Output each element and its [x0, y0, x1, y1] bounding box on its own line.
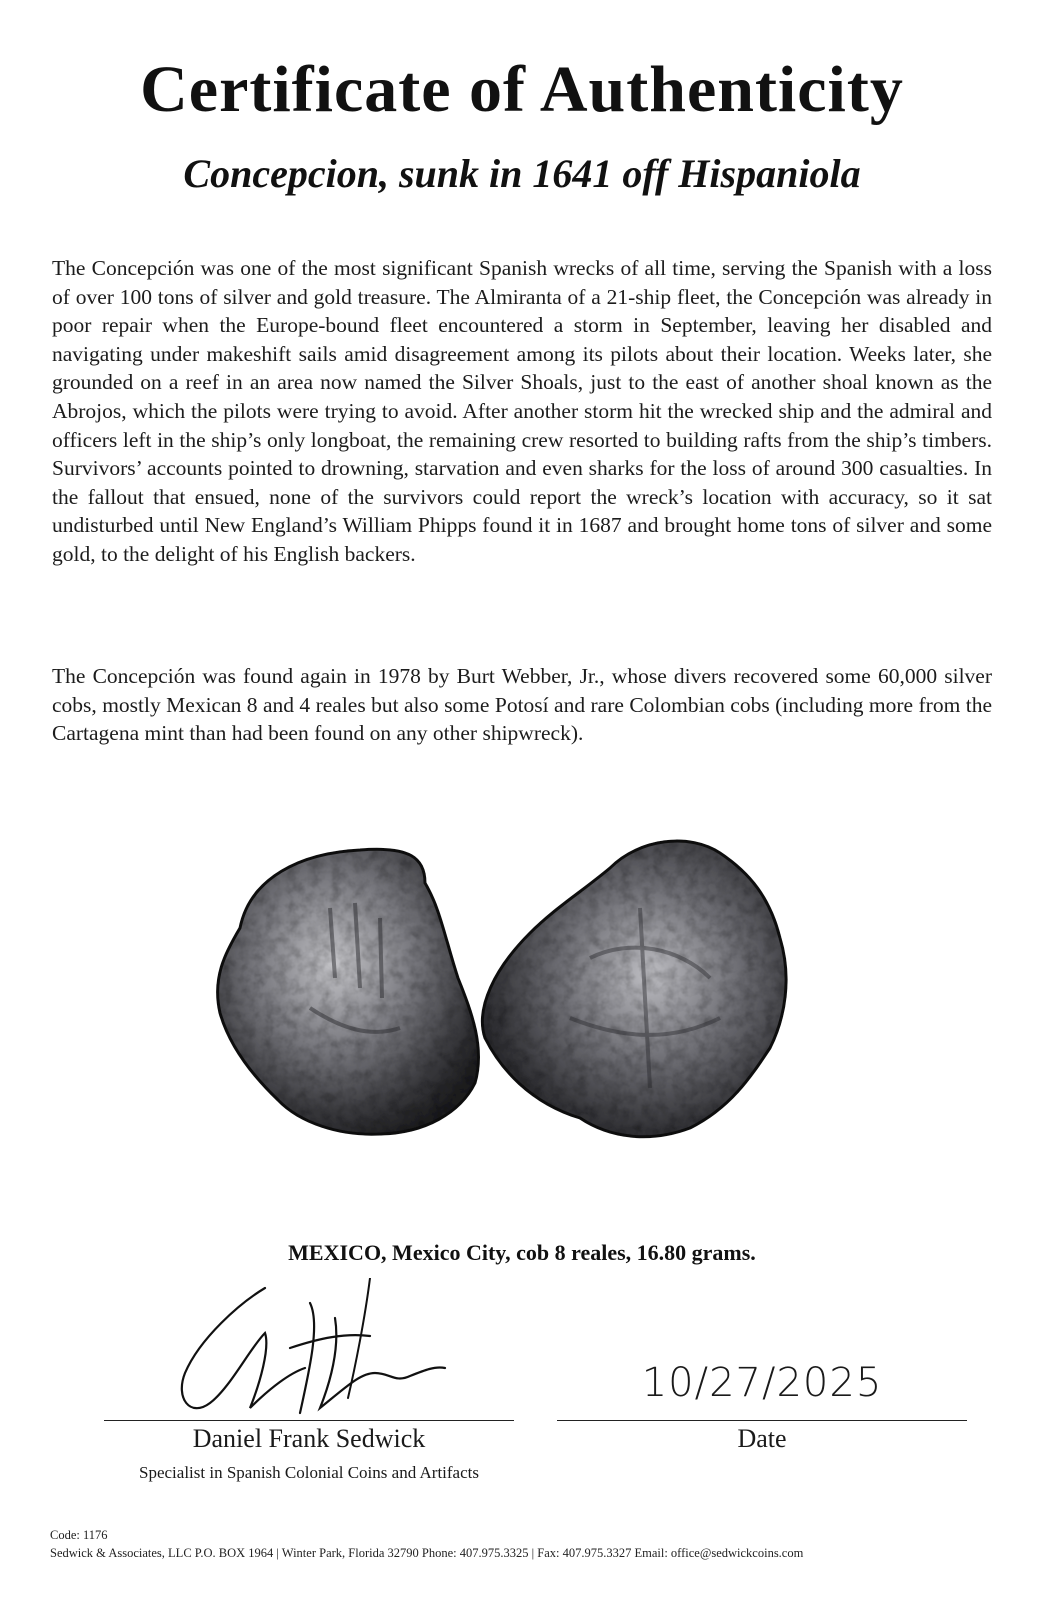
coin-obverse: [218, 849, 479, 1134]
handwritten-signature: [170, 1278, 450, 1428]
signer-name: Daniel Frank Sedwick: [192, 1424, 426, 1453]
coin-photo: [210, 838, 810, 1158]
coin-caption: MEXICO, Mexico City, cob 8 reales, 16.80 grams.: [288, 1240, 756, 1265]
certificate-code: Code: 1176: [50, 1528, 108, 1542]
date-line: [557, 1420, 967, 1421]
contact-info: Sedwick & Associates, LLC P.O. BOX 1964 | Winter Park, Florida 32790 Phone: 407.975.3325 | Fax: 407.975.3327 Email: office@sedwickcoins.com: [50, 1546, 804, 1560]
history-paragraph-1: The Concepción was one of the most significant Spanish wrecks of all time, serving the Spanish with a loss of over 100 tons of silver and gold treasure. The Almiranta of a 21-ship fleet, the Concepción was already in poor repair when the Europe-bound fleet encountered a storm in September, leaving her disabled and navigating under makeshift sails amid disagreement among its pilots about their location. Weeks later, she grounded on a reef in an area now named the Silver Shoals, just to the east of another shoal known as the Abrojos, which the pilots were trying to avoid. After another storm hit the wrecked ship and the admiral and officers left in the ship’s only longboat, the remaining crew resorted to building rafts from the ship’s timbers. Survivors’ accounts pointed to drowning, starvation and even sharks for the loss of around 300 casualties. In the fallout that ensued, none of the survivors could report the wreck’s location with accuracy, so it sat undisturbed until New England’s William Phipps found it in 1687 and brought home tons of silver and some gold, to the delight of his English backers.: [52, 256, 992, 566]
certificate-title: Certificate of Authenticity: [140, 53, 904, 126]
date-value: 10/27/2025: [641, 1360, 883, 1406]
signer-role: Specialist in Spanish Colonial Coins and Artifacts: [139, 1463, 479, 1482]
signature-line: [104, 1420, 514, 1421]
certificate-subtitle: Concepcion, sunk in 1641 off Hispaniola: [183, 151, 861, 196]
date-label: Date: [737, 1424, 787, 1453]
history-paragraph-2: The Concepción was found again in 1978 by Burt Webber, Jr., whose divers recovered some 60,000 silver cobs, mostly Mexican 8 and 4 reales but also some Potosí and rare Colombian cobs (including more from the Cartagena mint than had been found on any other shipwreck).: [52, 664, 992, 746]
coin-reverse: [482, 841, 786, 1137]
